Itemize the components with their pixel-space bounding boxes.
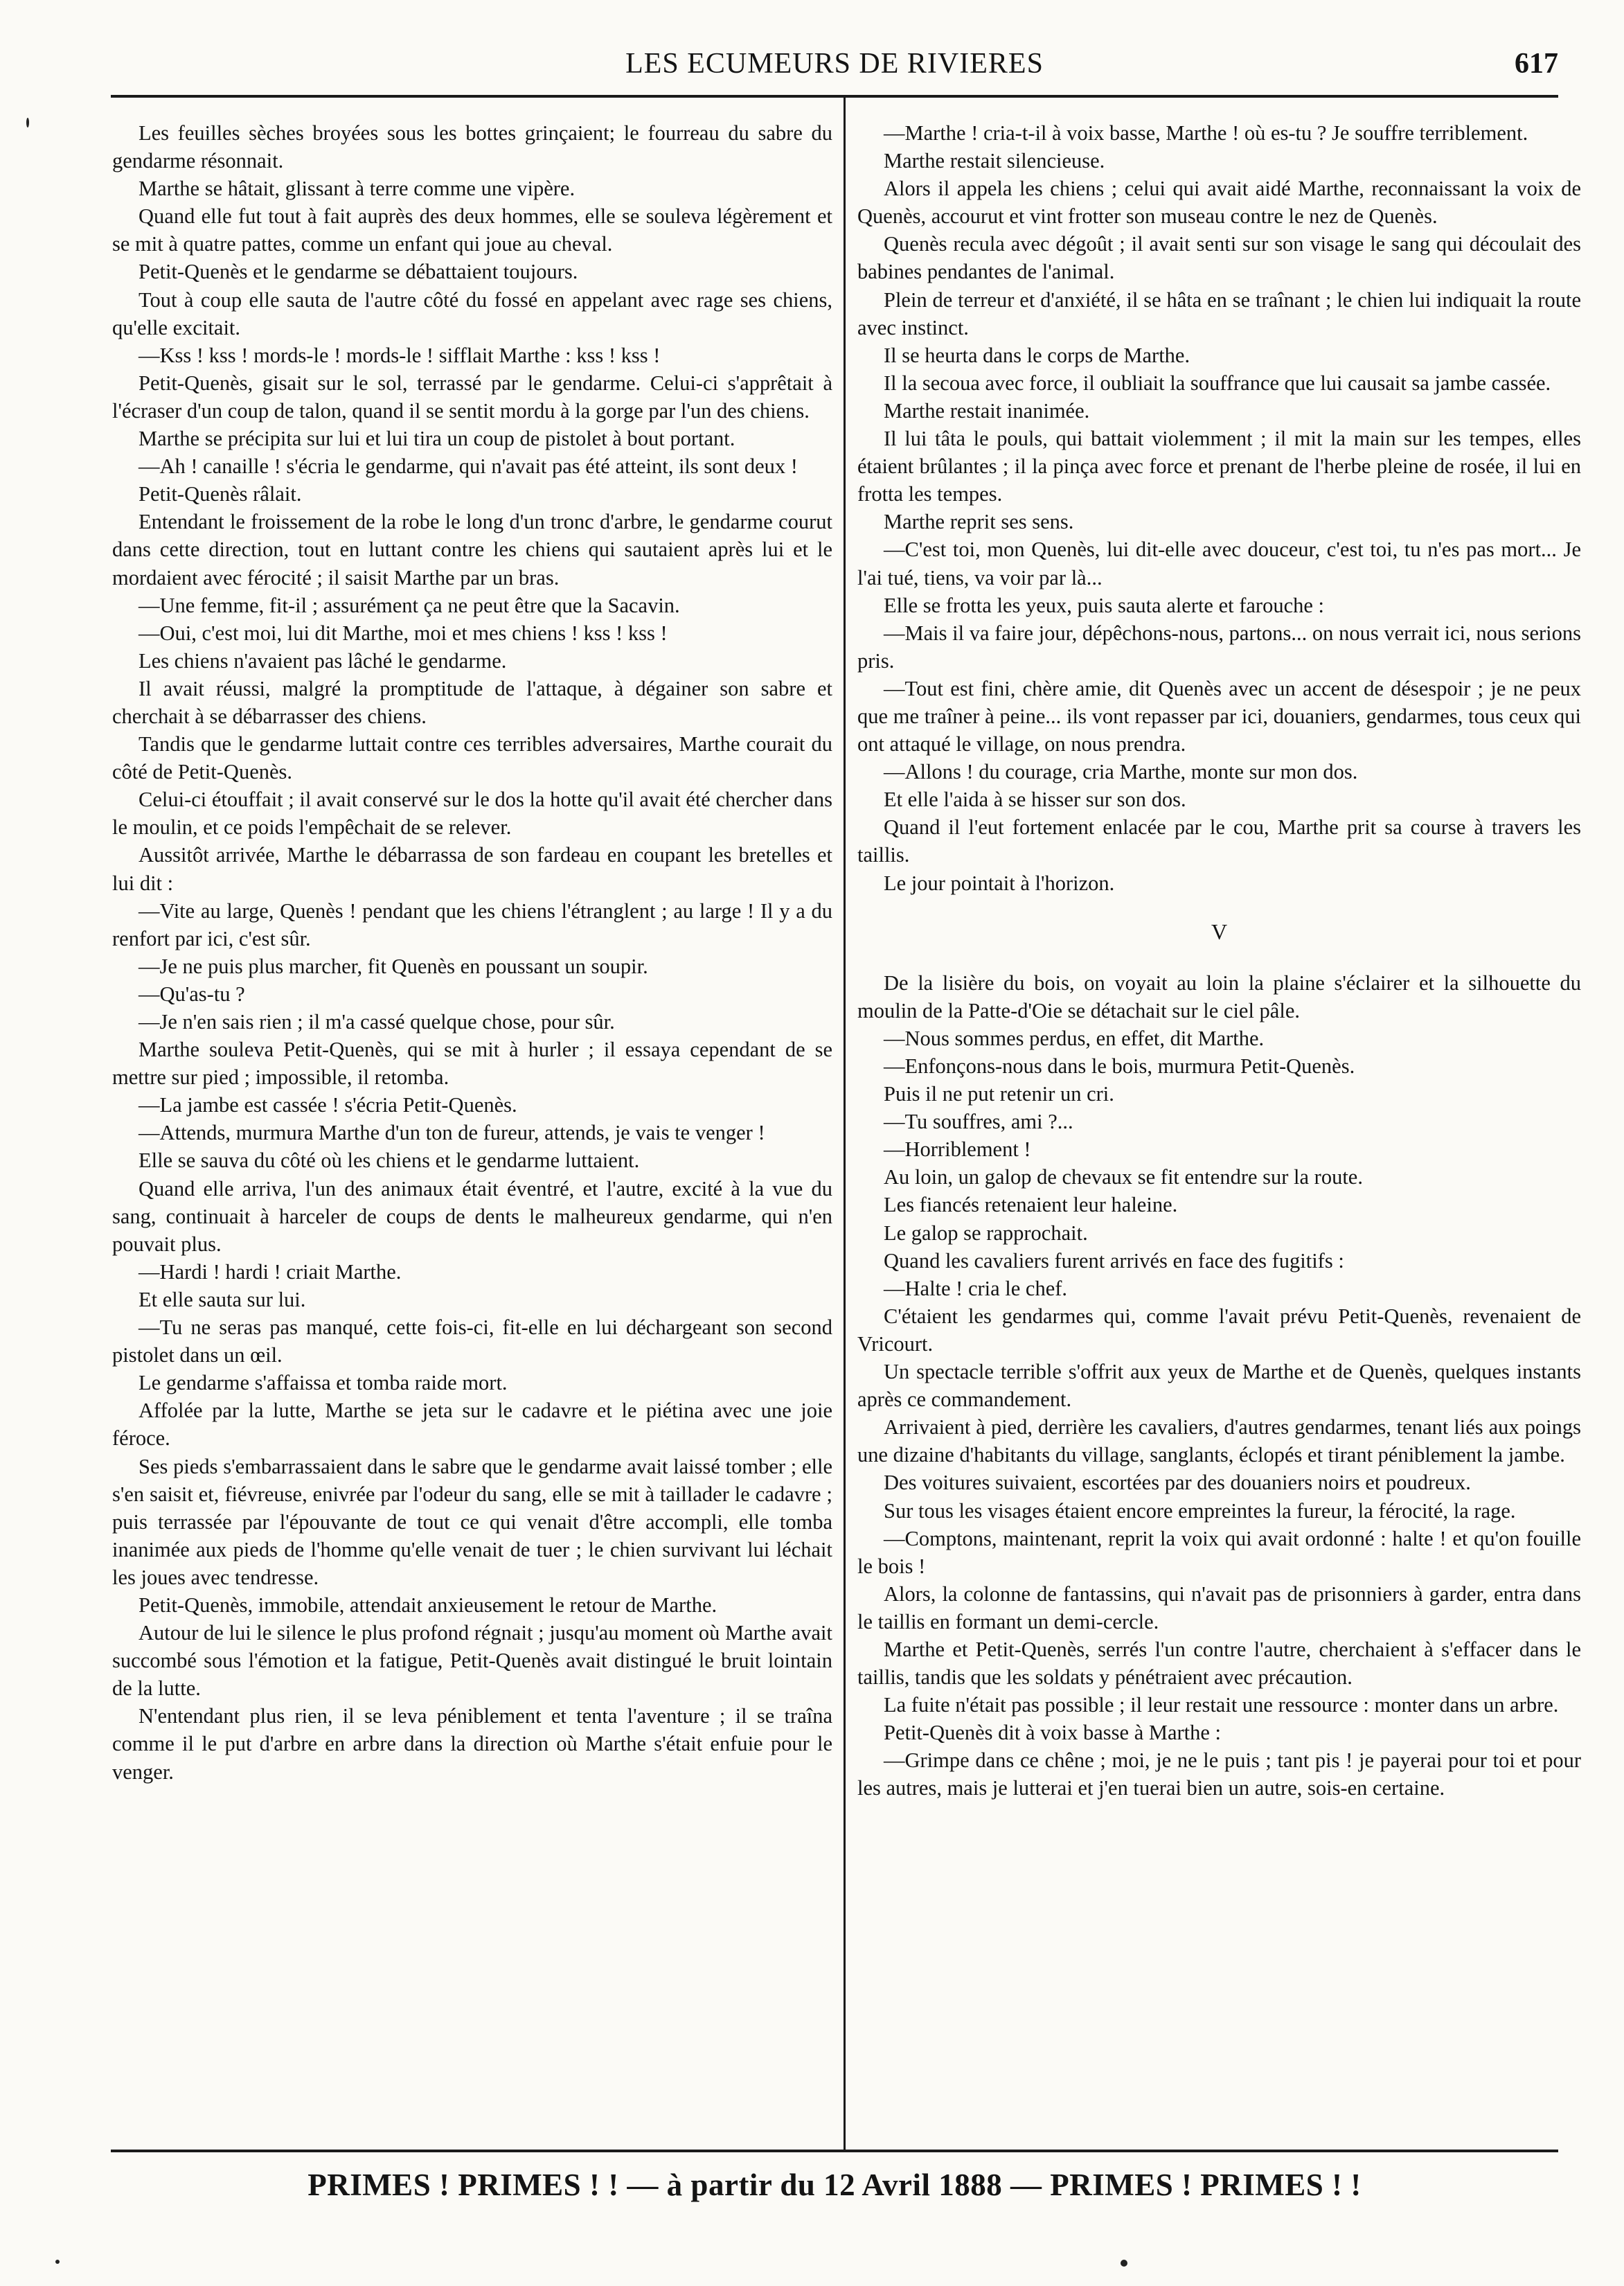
paragraph: Marthe restait silencieuse. [884,149,1105,173]
paragraph: Quand elle arriva, l'un des animaux était éventré, et l'autre, excité à la vue du sang, continuait à harceler de coups de dents le malheureux gendarme, qui n'en pouvait plus. [112,1176,832,1256]
paragraph: Les chiens n'avaient pas lâché le gendarme. [139,648,507,673]
paragraph: Le galop se rapprochait. [884,1221,1088,1245]
paragraph: Marthe se précipita sur lui et lui tira un coup de pistolet à bout portant. [139,427,735,451]
paragraph: Alors, la colonne de fantassins, qui n'avait pas de prisonniers à garder, entra dans le taillis en formant un demi-cercle. [857,1581,1581,1633]
paragraph: Puis il ne put retenir un cri. [884,1082,1114,1106]
right-column [857,119,1581,2142]
left-column [112,119,832,2142]
paragraph: Et elle l'aida à se hisser sur son dos. [884,788,1186,812]
paragraph: Celui-ci étouffait ; il avait conservé sur le dos la hotte qu'il avait été chercher dans le moulin, et ce poids l'empêchait de se relever. [112,788,832,840]
paragraph: —Tout est fini, chère amie, dit Quenès avec un accent de désespoir ; je ne peux que me traîner à peine... ils vont repasser par ici, douaniers, gendarmes, tous ceux qui ont attaqué le village, on nous prendra. [857,676,1581,756]
paragraph: Entendant le froissement de la robe le long d'un tronc d'arbre, le gendarme courut dans cette direction, tout en luttant contre les chiens qui sautaient après lui et le mordaient avec férocité ; il saisit Marthe par un bras. [112,510,832,590]
paragraph: Aussitôt arrivée, Marthe le débarrassa de son fardeau en coupant les bretelles et lui dit : [112,843,832,895]
paragraph: Il la secoua avec force, il oubliait la souffrance que lui causait sa jambe cassée. [884,371,1551,395]
paragraph: Marthe reprit ses sens. [884,510,1074,534]
header-rule [111,95,1558,98]
paragraph: Elle se sauva du côté où les chiens et le gendarme luttaient. [139,1149,640,1173]
paragraph: —Ah ! canaille ! s'écria le gendarme, qui n'avait pas été atteint, ils sont deux ! [139,454,798,479]
paragraph: Les feuilles sèches broyées sous les bottes grinçaient; le fourreau du sabre du gendarme résonnait. [112,121,832,173]
page-number: 617 [1515,48,1558,80]
paragraph: Elle se frotta les yeux, puis sauta alerte et farouche : [884,593,1325,617]
chapter-heading: V [1211,919,1228,944]
paragraph: —La jambe est cassée ! s'écria Petit-Quenès. [139,1093,517,1117]
paragraph: Ses pieds s'embarrassaient dans le sabre que le gendarme avait laissé tomber ; elle s'en saisit et, fiévreuse, enivrée par l'odeur du sang, elle se mit à taillader le cadavre ; puis terrassée par l'épouvante de tout ce qui venait d'être accompli, elle tomba inanimée aux pieds de l'homme qu'elle venait de tuer ; le chien survivant lui léchait les joues avec tendresse. [112,1454,832,1589]
running-title: LES ECUMEURS DE RIVIERES [625,48,1044,80]
paragraph: —C'est toi, mon Quenès, lui dit-elle avec douceur, c'est toi, tu n'es pas mort... Je l'ai tué, tiens, va voir par là... [857,538,1581,590]
paragraph: Quand les cavaliers furent arrivés en face des fugitifs : [884,1248,1344,1273]
paragraph: —Vite au large, Quenès ! pendant que les chiens l'étranglent ; au large ! Il y a du renfort par ici, c'est sûr. [112,898,832,950]
paragraph: —Attends, murmura Marthe d'un ton de fureur, attends, je vais te venger ! [139,1121,765,1145]
footer-banner: PRIMES ! PRIMES ! ! — à partir du 12 Avril 1888 — PRIMES ! PRIMES ! ! [307,2168,1362,2202]
paragraph: Alors il appela les chiens ; celui qui avait aidé Marthe, reconnaissant la voix de Quenès, accourut et vint frotter son museau contre le nez de Quenès. [857,177,1581,229]
paragraph: Des voitures suivaient, escortées par des douaniers noirs et poudreux. [884,1471,1471,1495]
paragraph: Petit-Quenès, immobile, attendait anxieusement le retour de Marthe. [139,1593,717,1617]
right-column-bottom [857,969,1581,1802]
paragraph: Quenès recula avec dégoût ; il avait senti sur son visage le sang qui découlait des babines pendantes de l'animal. [857,232,1581,284]
paragraph: —Horriblement ! [884,1137,1031,1162]
paragraph: —Marthe ! cria-t-il à voix basse, Marthe ! où es-tu ? Je souffre terriblement. [884,121,1528,145]
paragraph: Et elle sauta sur lui. [139,1287,306,1311]
paragraph: De la lisière du bois, on voyait au loin la plaine s'éclairer et la silhouette du moulin de la Patte-d'Oie se détachait sur le ciel pâle. [857,971,1581,1022]
paragraph: Quand elle fut tout à fait auprès des deux hommes, elle se souleva légèrement et se mit à quatre pattes, comme un enfant qui joue au cheval. [112,204,832,256]
paragraph: Marthe restait inanimée. [884,398,1090,423]
column-divider [844,97,846,2151]
paragraph: Petit-Quenès, gisait sur le sol, terrassé par le gendarme. Celui-ci s'apprêtait à l'écraser d'un coup de talon, quand il se sentit mordu à la gorge par l'un des chiens. [112,371,832,423]
paragraph: Sur tous les visages étaient encore empreintes la fureur, la férocité, la rage. [884,1498,1516,1523]
paragraph: Quand il l'eut fortement enlacée par le cou, Marthe prit sa course à travers les taillis. [857,815,1581,867]
scan-mark [1121,2260,1127,2267]
paragraph: —Nous sommes perdus, en effet, dit Marthe. [884,1026,1265,1050]
paragraph: Les fiancés retenaient leur haleine. [884,1193,1178,1217]
paragraph: Petit-Quenès et le gendarme se débattaient toujours. [139,260,578,284]
paragraph: Le jour pointait à l'horizon. [884,871,1115,895]
paragraph: —Je n'en sais rien ; il m'a cassé quelque chose, pour sûr. [139,1010,615,1034]
paragraph: —Tu souffres, ami ?... [884,1110,1073,1134]
paragraph: Il avait réussi, malgré la promptitude de l'attaque, à dégainer son sabre et cherchait à se débarrasser des chiens. [112,676,832,728]
paragraph: Il lui tâta le pouls, qui battait violemment ; il mit la main sur les tempes, elles étaient brûlantes ; il la pinça avec force et prenant de l'herbe pleine de rosée, il lui en frotta les tempes. [857,427,1581,506]
scan-mark [55,2260,60,2264]
paragraph: —Grimpe dans ce chêne ; moi, je ne le puis ; tant pis ! je payerai pour toi et pour les autres, mais je lutterai et j'en tuerai bien un autre, sois-en certaine. [857,1748,1581,1800]
paragraph: —Tu ne seras pas manqué, cette fois-ci, fit-elle en lui déchargeant son second pistolet dans un œil. [112,1315,832,1367]
paragraph: Marthe souleva Petit-Quenès, qui se mit à hurler ; il essaya cependant de se mettre sur pied ; impossible, il retomba. [112,1038,832,1090]
paragraph: Affolée par la lutte, Marthe se jeta sur le cadavre et le piétina avec une joie féroce. [112,1399,832,1451]
paragraph: —Je ne puis plus marcher, fit Quenès en poussant un soupir. [139,954,648,978]
paragraph: Tandis que le gendarme luttait contre ces terribles adversaires, Marthe courait du côté de Petit-Quenès. [112,732,832,784]
paragraph: C'étaient les gendarmes qui, comme l'avait prévu Petit-Quenès, revenaient de Vricourt. [857,1304,1581,1356]
paragraph: N'entendant plus rien, il se leva péniblement et tenta l'aventure ; il se traîna comme il le put d'arbre en arbre dans la direction où Marthe s'était enfuie pour le venger. [112,1704,832,1784]
paragraph: —Comptons, maintenant, reprit la voix qui avait ordonné : halte ! et qu'on fouille le bois ! [857,1526,1581,1578]
scan-mark [26,118,29,127]
paragraph: Petit-Quenès dit à voix basse à Marthe : [884,1721,1222,1745]
paragraph: La fuite n'était pas possible ; il leur restait une ressource : monter dans un arbre. [884,1693,1559,1717]
paragraph: —Allons ! du courage, cria Marthe, monte sur mon dos. [884,760,1358,784]
paragraph: Marthe et Petit-Quenès, serrés l'un contre l'autre, cherchaient à s'effacer dans le taillis, tandis que les soldats y pénétraient avec précaution. [857,1637,1581,1690]
paragraph: —Hardi ! hardi ! criait Marthe. [139,1259,402,1284]
paragraph: Il se heurta dans le corps de Marthe. [884,343,1190,367]
paragraph: —Mais il va faire jour, dépêchons-nous, partons... on nous verrait ici, nous serions pris. [857,621,1581,673]
paragraph: —Kss ! kss ! mords-le ! mords-le ! sifflait Marthe : kss ! kss ! [139,343,661,367]
page-header [111,43,1558,98]
paragraph: Autour de lui le silence le plus profond régnait ; jusqu'au moment où Marthe avait succombé sous l'émotion et la fatigue, Petit-Quenès avait distingué le bruit lointain de la lutte. [112,1621,832,1701]
footer-rule [111,2150,1558,2152]
paragraph: —Oui, c'est moi, lui dit Marthe, moi et mes chiens ! kss ! kss ! [139,621,668,645]
paragraph: —Enfonçons-nous dans le bois, murmura Petit-Quenès. [884,1054,1355,1078]
paragraph: Le gendarme s'affaissa et tomba raide mort. [139,1371,508,1395]
paragraph: —Halte ! cria le chef. [884,1276,1068,1300]
paragraph: Un spectacle terrible s'offrit aux yeux de Marthe et de Quenès, quelques instants après ce commandement. [857,1360,1581,1412]
paragraph: —Une femme, fit-il ; assurément ça ne peut être que la Sacavin. [139,593,680,617]
paragraph: Petit-Quenès râlait. [139,482,302,506]
right-column-top [857,119,1581,897]
paragraph: Tout à coup elle sauta de l'autre côté du fossé en appelant avec rage ses chiens, qu'elle excitait. [112,287,832,339]
paragraph: Plein de terreur et d'anxiété, il se hâta en se traînant ; le chien lui indiquait la route avec instinct. [857,287,1581,339]
paragraph: Arrivaient à pied, derrière les cavaliers, d'autres gendarmes, tenant liés aux poings une dizaine d'habitants du village, sanglants, éclopés et tirant péniblement la jambe. [857,1415,1581,1467]
paragraph: Marthe se hâtait, glissant à terre comme une vipère. [139,177,575,201]
paragraph: —Qu'as-tu ? [139,982,245,1006]
paragraph: Au loin, un galop de chevaux se fit entendre sur la route. [884,1165,1363,1189]
